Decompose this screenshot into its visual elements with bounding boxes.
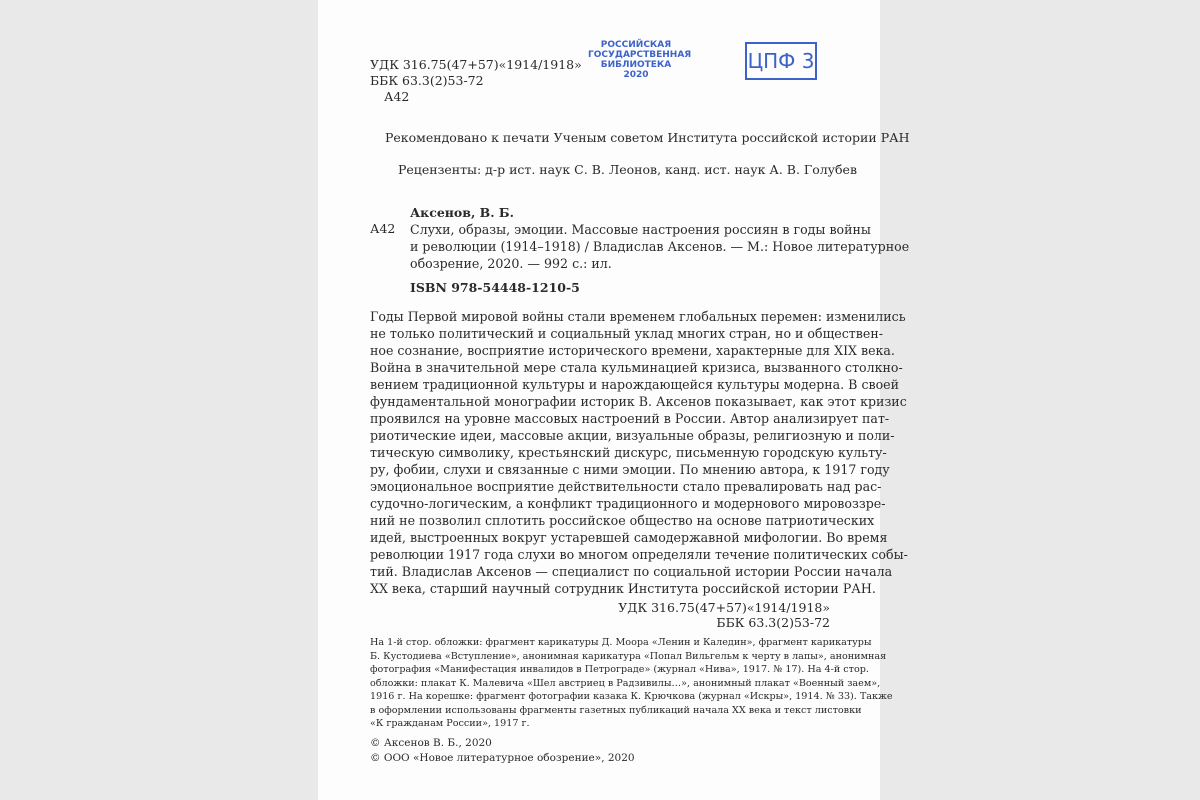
abstract-line: ний не позволил сплотить российское общество на основе патриотических [370,513,875,528]
cover-credits [370,636,893,731]
abstract-line: ру, фобии, слухи и связанные с ними эмоции. По мнению автора, к 1917 году [370,462,890,477]
stamp-line: РОССИЙСКАЯ [600,40,672,50]
credits-line: фотография «Манифестация инвалидов в Петрограде» (журнал «Нива», 1917. № 17). На 4-й стор. [370,664,869,675]
credits-line: обложки: плакат К. Малевича «Шел австриец в Радзивилы…», анонимный плакат «Военный заем», [370,677,881,689]
credits-line: 1916 г. На корешке: фрагмент фотографии казака К. Крючкова (журнал «Искры», 1914. № 33). Также [370,691,893,702]
abstract-line: ное сознание, восприятие исторического времени, характерные для XIX века. [370,343,895,358]
abstract-line: Война в значительной мере стала кульминацией кризиса, вызванного столкно- [370,360,903,375]
author-sign: А42 [384,89,410,104]
stamp-line: 2020 [623,70,649,80]
abstract-line: Годы Первой мировой войны стали временем глобальных перемен: изменились [370,309,906,324]
record-description [410,221,910,272]
abstract-line: вением традиционной культуры и нарождающейся культуры модерна. В своей [370,377,900,392]
record-line: Слухи, образы, эмоции. Массовые настроения россиян в годы войны [410,222,871,237]
copyright-publisher: © ООО «Новое литературное обозрение», 2020 [370,752,635,764]
abstract-line: не только политический и социальный уклад многих стран, но и обществен- [370,326,883,341]
copyright-block [370,736,635,766]
credits-line: «К гражданам России», 1917 г. [370,718,530,729]
stamp-line: БИБЛИОТЕКА [600,60,672,70]
library-stamp [588,40,692,80]
record-code: А42 [370,221,396,236]
copyright-author: © Аксенов В. Б., 2020 [370,737,492,749]
bbk-code: ББК 63.3(2)53-72 [370,73,484,88]
abstract-line: судочно-логическим, а конфликт традиционного и модернового мировоззре- [370,496,886,511]
abstract [370,308,908,597]
abstract-line: риотические идеи, массовые акции, визуальные образы, религиозную и поли- [370,428,895,443]
record-line: и революции (1914–1918) / Владислав Аксенов. — М.: Новое литературное [410,239,910,254]
udk-code: УДК 316.75(47+57)«1914/1918» [370,57,582,72]
footer-udk: УДК 316.75(47+57)«1914/1918» [618,600,830,615]
credits-line: в оформлении использованы фрагменты газетных публикаций начала XX века и текст листовки [370,704,862,716]
cpf-stamp: ЦПФ 3 [745,42,817,80]
credits-line: Б. Кустодиева «Вступление», анонимная карикатура «Попал Вильгельм к черту в лапы», анонимная [370,650,887,662]
isbn: ISBN 978-54448-1210-5 [410,280,580,295]
abstract-line: проявился на уровне массовых настроений в России. Автор анализирует пат- [370,411,890,426]
abstract-line: тическую символику, крестьянский дискурс, письменную городскую культу- [370,445,887,460]
abstract-line: фундаментальной монографии историк В. Аксенов показывает, как этот кризис [370,394,907,409]
record-author: Аксенов, В. Б. [410,205,514,220]
reviewers: Рецензенты: д-р ист. наук С. В. Леонов, канд. ист. наук А. В. Голубев [398,162,857,177]
footer-bbk: ББК 63.3(2)53-72 [716,615,830,630]
credits-line: На 1-й стор. обложки: фрагмент карикатуры Д. Моора «Ленин и Каледин», фрагмент карикатуры [370,637,872,648]
record-line: обозрение, 2020. — 992 с.: ил. [410,256,612,271]
abstract-line: идей, выстроенных вокруг устаревшей самодержавной мифологии. Во время [370,530,888,545]
abstract-line: революции 1917 года слухи во многом определяли течение политических собы- [370,547,908,562]
abstract-line: эмоциональное восприятие действительности стало превалировать над рас- [370,479,882,494]
abstract-line: XX века, старший научный сотрудник Института российской истории РАН. [370,581,876,596]
abstract-line: тий. Владислав Аксенов — специалист по социальной истории России начала [370,564,893,579]
recommended-note: Рекомендовано к печати Ученым советом Института российской истории РАН [385,130,910,145]
stamp-line: ГОСУДАРСТВЕННАЯ [588,50,692,60]
